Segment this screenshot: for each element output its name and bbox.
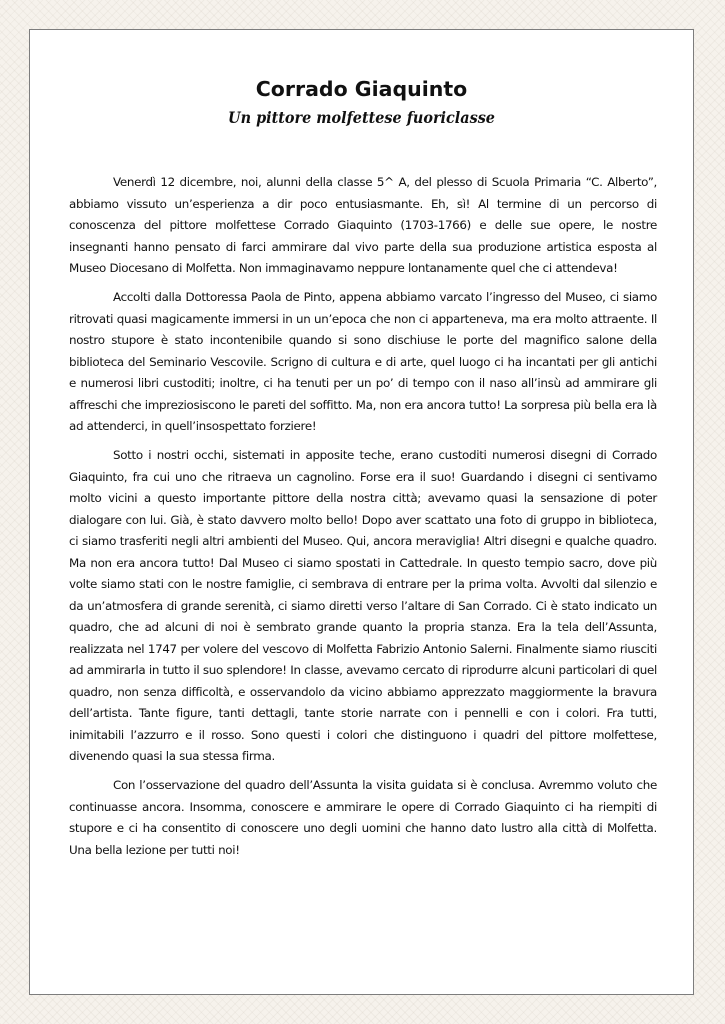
paragraph-4: Con l’osservazione del quadro dell’Assunta la visita guidata si è conclusa. Avremmo voluto che continuasse ancora. Insomma, conoscere e ammirare le opere di Corrado Giaquinto ci ha riempiti di stupore e ci ha consentito di conoscere uno degli uomini che hanno dato lustro alla città di Molfetta. Una bella lezione per tutti noi! xyxy=(69,778,657,857)
document-body xyxy=(69,172,657,869)
paragraph-1: Venerdì 12 dicembre, noi, alunni della classe 5^ A, del plesso di Scuola Primaria “C. Alberto”, abbiamo vissuto un’esperienza a dir poco entusiasmante. Eh, sì! Al termine di un percorso di conoscenza del pittore molfettese Corrado Giaquinto (1703-1766) e delle sue opere, le nostre insegnanti hanno pensato di farci ammirare dal vivo parte della sua produzione artistica esposta al Museo Diocesano di Molfetta. Non immaginavamo neppure lontanamente quel che ci attendeva! xyxy=(69,175,657,275)
document-header xyxy=(30,75,693,131)
document-subtitle: Un pittore molfettese fuoriclasse xyxy=(228,108,495,127)
document-title: Corrado Giaquinto xyxy=(255,77,468,101)
paragraph-2: Accolti dalla Dottoressa Paola de Pinto, appena abbiamo varcato l’ingresso del Museo, ci siamo ritrovati quasi magicamente immersi in un un’epoca che non ci apparteneva, ma era molto attraente. Il nostro stupore è stato incontenibile quando si sono dischiuse le porte del magnifico salone della biblioteca del Seminario Vescovile. Scrigno di cultura e di arte, quel luogo ci ha incantati per gli antichi e numerosi libri custoditi; inoltre, ci ha tenuti per un po’ di tempo con il naso all’insù ad ammirare gli affreschi che impreziosiscono le pareti del soffitto. Ma, non era ancora tutto! La sorpresa più bella era là ad attenderci, in quell’insospettato forziere! xyxy=(69,290,657,433)
document-page xyxy=(29,29,694,995)
paragraph-3: Sotto i nostri occhi, sistemati in apposite teche, erano custoditi numerosi disegni di Corrado Giaquinto, fra cui uno che ritraeva un cagnolino. Forse era il suo! Guardando i disegni ci sentivamo molto vicini a questo importante pittore della nostra città; avevamo quasi la sensazione di poter dialogare con lui. Già, è stato davvero molto bello! Dopo aver scattato una foto di gruppo in biblioteca, ci siamo trasferiti negli altri ambienti del Museo. Qui, ancora meraviglia! Altri disegni e qualche quadro. Ma non era ancora tutto! Dal Museo ci siamo spostati in Cattedrale. In questo tempio sacro, dove più volte siamo stati con le nostre famiglie, ci sembrava di entrare per la prima volta. Avvolti dal silenzio e da un’atmosfera di grande serenità, ci siamo diretti verso l’altare di San Corrado. Ci è stato indicato un quadro, che ad alcuni di noi è sembrato grande quanto la propria stanza. Era la tela dell’Assunta, realizzata nel 1747 per volere del vescovo di Molfetta Fabrizio Antonio Salerni. Finalmente siamo riusciti ad ammirarla in tutto il suo splendore! In classe, avevamo cercato di riprodurre alcuni particolari di quel quadro, non senza difficoltà, e osservandolo da vicino abbiamo apprezzato maggiormente la bravura dell’artista. Tante figure, tanti dettagli, tante storie narrate con i pennelli e con i colori. Fra tutti, inimitabili l’azzurro e il rosso. Sono questi i colori che distinguono i quadri del pittore molfettese, divenendo quasi la sua stessa firma. xyxy=(69,448,657,763)
